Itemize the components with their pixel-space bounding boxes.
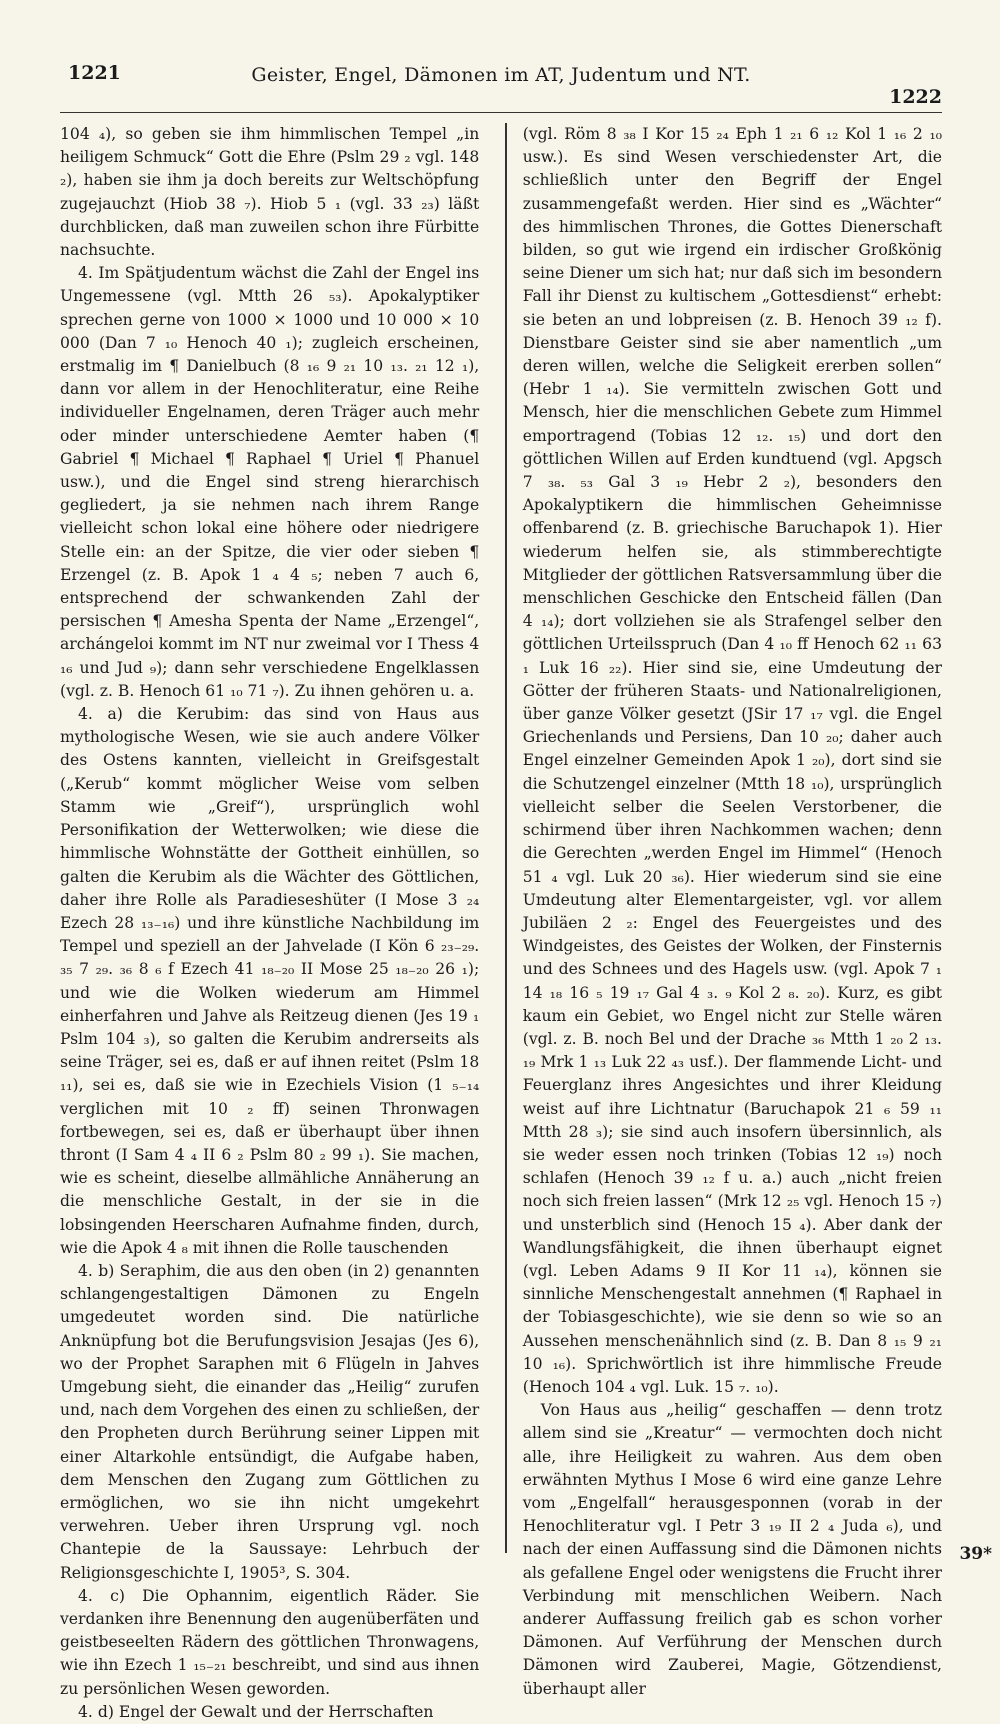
page-number-left: 1221 bbox=[68, 62, 121, 84]
running-head: Geister, Engel, Dämonen im AT, Judentum und NT. bbox=[251, 64, 751, 86]
page-number-right: 1222 bbox=[889, 86, 942, 108]
page-header bbox=[60, 52, 942, 113]
text-columns bbox=[60, 123, 942, 1721]
paragraph: 4. a) die Kerubim: das sind von Haus aus mythologische Wesen, wie sie auch andere Völker des Ostens kannten, vielleicht in Greifsgestalt („Kerub“ kommt möglicher Weise vom selben Stamm wie „Greif“), ursprünglich wohl Personifikation der Wetterwolken; wie diese die himmlische Wohnstätte der Gottheit einhüllen, so galten die Kerubim als die Wächter des Göttlichen, daher ihre Rolle als Paradieseshüter (I Mose 3 ₂₄ Ezech 28 ₁₃₋₁₆) und ihre künstliche Nachbildung im Tempel und speziell an der Jahvelade (I Kön 6 ₂₃₋₂₉. ₃₅ 7 ₂₉. ₃₆ 8 ₆ f Ezech 41 ₁₈₋₂₀ II Mose 25 ₁₈₋₂₀ 26 ₁); und wie die Wolken wiederum am Himmel einherfahren und Jahve als Reitzeug dienen (Jes 19 ₁ Pslm 104 ₃), so galten die Kerubim andrerseits als seine Träger, sei es, daß er auf ihnen reitet (Pslm 18 ₁₁), sei es, daß sie wie in Ezechiels Vision (1 ₅₋₁₄ verglichen mit 10 ₂ ff) seinen Thronwagen fortbewegen, sei es, daß er überhaupt über ihnen thront (I Sam 4 ₄ II 6 ₂ Pslm 80 ₂ 99 ₁). Sie machen, wie es scheint, dieselbe allmähliche Annäherung an die menschliche Gestalt, in der sie in die lobsingenden Heerscharen Aufnahme finden, durch, wie die Apok 4 ₈ mit ihnen die Rolle tauschenden bbox=[60, 705, 480, 1257]
paragraph: (vgl. Röm 8 ₃₈ I Kor 15 ₂₄ Eph 1 ₂₁ 6 ₁₂ Kol 1 ₁₆ 2 ₁₀ usw.). Es sind Wesen verschiedenster Art, die schließlich unter den Begriff der Engel zusammengefaßt werden. Hier sind es „Wächter“ des himmlischen Thrones, die Gottes Dienerschaft bilden, so gut wie irgend ein irdischer Großkönig seine Diener um sich hat; nur daß sich im besondern Fall ihr Dienst zu kultischem „Gottesdienst“ erhebt: sie beten an und lobpreisen (z. B. Henoch 39 ₁₂ f). Dienstbare Geister sind sie aber namentlich „um deren willen, welche die Seligkeit ererben sollen“ (Hebr 1 ₁₄). Sie vermitteln zwischen Gott und Mensch, hier die menschlichen Gebete zum Himmel emportragend (Tobias 12 ₁₂. ₁₅) und dort den göttlichen Willen auf Erden kundtuend (vgl. Apgsch 7 ₃₈. ₅₃ Gal 3 ₁₉ Hebr 2 ₂), besonders den Apokalyptikern die himmlischen Geheimnisse offenbarend (z. B. griechische Baruchapok 1). Hier wiederum helfen sie, als stimmberechtigte Mitglieder der göttlichen Ratsversammlung über die menschlichen Geschicke den Entscheid fällen (Dan 4 ₁₄); dort vollziehen sie als Strafengel selber den göttlichen Urteilsspruch (Dan 4 ₁₀ ff Henoch 62 ₁₁ 63 ₁ Luk 16 ₂₂). Hier sind sie, eine Umdeutung der Götter der früheren Staats- und Nationalreligionen, über ganze Völker gesetzt (JSir 17 ₁₇ vgl. die Engel Griechenlands und Persiens, Dan 10 ₂₀; daher auch Engel einzelner Gemeinden Apok 1 ₂₀), dort sind sie die Schutzengel einzelner (Mtth 18 ₁₀), ursprünglich vielleicht selber die Seelen Verstorbener, die schirmend über ihren Nachkommen wachen; denn die Gerechten „werden Engel im Himmel“ (Henoch 51 ₄ vgl. Luk 20 ₃₆). Hier wiederum sind sie eine Umdeutung alter Elementargeister, vgl. vor allem Jubiläen 2 ₂: Engel des Feuergeistes und des Windgeistes, des Geistes der Wolken, der Finsternis und des Schnees und des Hagels usw. (vgl. Apok 7 ₁ 14 ₁₈ 16 ₅ 19 ₁₇ Gal 4 ₃. ₉ Kol 2 ₈. ₂₀). Kurz, es gibt kaum ein Gebiet, wo Engel nicht zur Stelle wären (vgl. z. B. noch Bel und der Drache ₃₆ Mtth 1 ₂₀ 2 ₁₃. ₁₉ Mrk 1 ₁₃ Luk 22 ₄₃ usf.). Der flammende Licht- und Feuerglanz ihres Angesichtes und ihrer Kleidung weist auf ihre Lichtnatur (Baruchapok 21 ₆ 59 ₁₁ Mtth 28 ₃); sie sind auch insofern übersinnlich, als sie weder essen noch trinken (Tobias 12 ₁₉) noch schlafen (Henoch 39 ₁₂ f u. a.) auch „nicht freien noch sich freien lassen“ (Mrk 12 ₂₅ vgl. Henoch 15 ₇) und unsterblich sind (Henoch 15 ₄). Aber dank der Wandlungsfähigkeit, die ihnen überhaupt eignet (vgl. Leben Adams 9 II Kor 11 ₁₄), können sie sinnliche Menschengestalt annehmen (¶ Raphael in der Tobiasgeschichte), wie sie denn so wie so an Aussehen menschenähnlich sind (z. B. Dan 8 ₁₅ 9 ₂₁ 10 ₁₆). Sprichwörtlich ist ihre himmlische Freude (Henoch 104 ₄ vgl. Luk. 15 ₇. ₁₀). bbox=[522, 125, 942, 1396]
paragraph: 4. Im Spätjudentum wächst die Zahl der Engel ins Ungemessene (vgl. Mtth 26 ₅₃). Apokalyptiker sprechen gerne von 1000 × 1000 und 10 000 × 10 000 (Dan 7 ₁₀ Henoch 40 ₁); zugleich erscheinen, erstmalig im ¶ Danielbuch (8 ₁₆ 9 ₂₁ 10 ₁₃. ₂₁ 12 ₁), dann vor allem in der Henochliteratur, eine Reihe individueller Engelnamen, deren Träger auch mehr oder minder unterschiedene Aemter haben (¶ Gabriel ¶ Michael ¶ Raphael ¶ Uriel ¶ Phanuel usw.), und die Engel sind streng hierarchisch gegliedert, ja sie nehmen nach ihrem Range vielleicht schon lokal eine höhere oder niedrigere Stelle ein: an der Spitze, die vier oder sieben ¶ Erzengel (z. B. Apok 1 ₄ 4 ₅; neben 7 auch 6, entsprechend der schwankenden Zahl der persischen ¶ Amesha Spenta der Name „Erzengel“, archángeloi kommt im NT nur zweimal vor I Thess 4 ₁₆ und Jud ₉); dann sehr verschiedene Engelklassen (vgl. z. B. Henoch 61 ₁₀ 71 ₇). Zu ihnen gehören u. a. bbox=[60, 264, 480, 700]
signature-mark: 39* bbox=[959, 1544, 992, 1564]
paragraph: 104 ₄), so geben sie ihm himmlischen Tempel „in heiligem Schmuck“ Gott die Ehre (Pslm 29 ₂ vgl. 148 ₂), haben sie ihm ja doch bereits zur Weltschöpfung zugejauchzt (Hiob 38 ₇). Hiob 5 ₁ (vgl. 33 ₂₃) läßt durchblicken, daß man zuweilen schon ihre Fürbitte nachsuchte. bbox=[60, 125, 480, 260]
left-column bbox=[60, 123, 493, 1721]
paragraph: 4. c) Die Ophannim, eigentlich Räder. Sie verdanken ihre Benennung den augenüberfäten und geistbeseelten Rädern des göttlichen Thronwagens, wie ihn Ezech 1 ₁₅₋₂₁ beschreibt, und sind aus ihnen zu persönlichen Wesen geworden. bbox=[60, 1586, 480, 1698]
right-column bbox=[519, 123, 942, 1698]
paragraph: 4. b) Seraphim, die aus den oben (in 2) genannten schlangengestaltigen Dämonen zu Engeln umgedeutet worden sind. Die natürliche Anknüpfung bot die Berufungsvision Jesajas (Jes 6), wo der Prophet Saraphen mit 6 Flügeln in Jahves Umgebung sieht, die einander das „Heilig“ zurufen und, nach dem Vorgehen des einen zu schließen, der den Propheten durch Berührung seiner Lippen mit einer Altarkohle entsündigt, die Aufgabe haben, dem Menschen den Zugang zum Göttlichen zu ermöglichen, wo sie ihn nicht umgekehrt verwehren. Ueber ihren Ursprung vgl. noch Chantepie de la Saussaye: Lehrbuch der Religionsgeschichte I, 1905³, S. 304. bbox=[60, 1261, 480, 1582]
column-divider bbox=[505, 123, 506, 1553]
paragraph: 4. d) Engel der Gewalt und der Herrschaften bbox=[78, 1702, 434, 1721]
paragraph: Von Haus aus „heilig“ geschaffen — denn trotz allem sind sie „Kreatur“ — vermochten doch nicht alle, ihre Heiligkeit zu wahren. Aus dem oben erwähnten Mythus I Mose 6 wird eine ganze Lehre vom „Engelfall“ herausgesponnen (vorab in der Henochliteratur vgl. I Petr 3 ₁₉ II 2 ₄ Juda ₆), und nach der einen Auffassung sind die Dämonen nichts als gefallene Engel oder wenigstens die Frucht ihrer Verbindung mit menschlichen Weibern. Nach anderer Auffassung freilich gab es schon vorher Dämonen. Auf Verführung der Menschen durch Dämonen wird Zauberei, Magie, Götzendienst, überhaupt aller bbox=[522, 1401, 942, 1698]
